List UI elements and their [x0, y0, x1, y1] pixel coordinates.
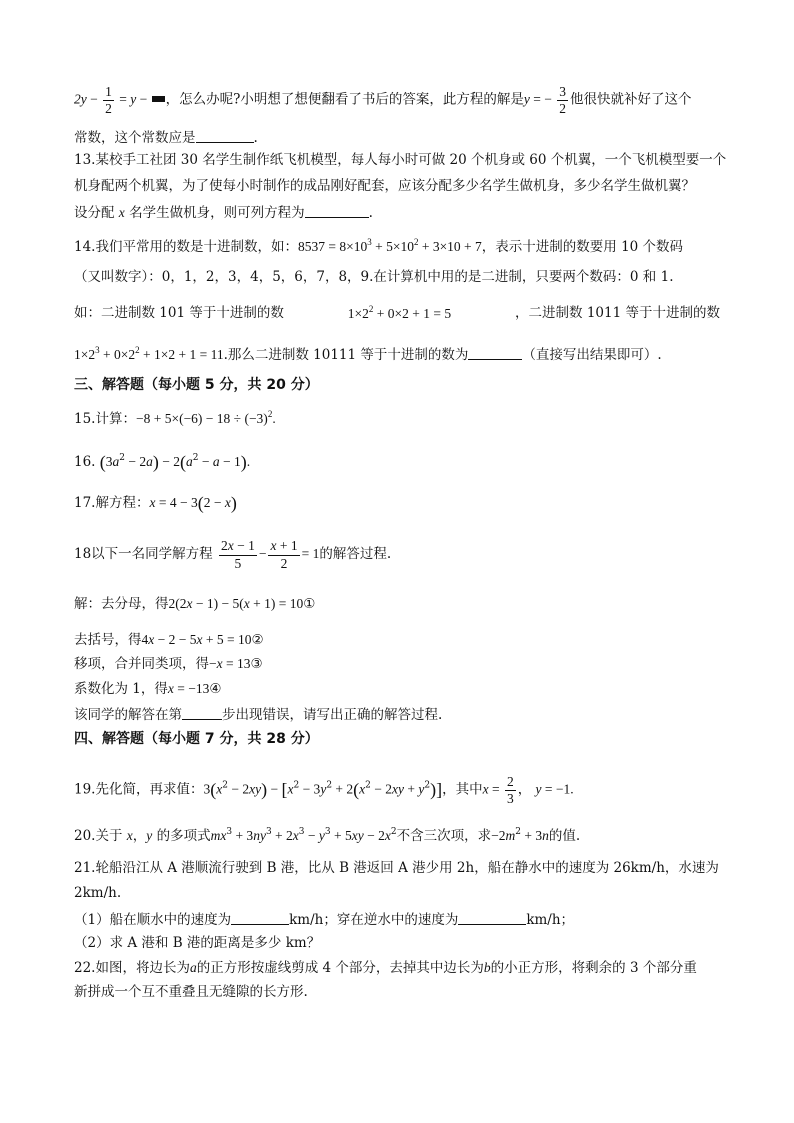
q21-part1: （1）船在顺水中的速度为 km/h；穿在逆水中的速度为 km/h； [74, 912, 575, 928]
q21-line2: 2km/h. [74, 885, 122, 901]
answer-blank[interactable] [458, 912, 526, 925]
q13-line3: 设分配 x 名学生做机身，则可列方程为 . [74, 205, 373, 221]
q14-line2: （又叫数字）：0，1，2，3，4，5，6，7，8，9.在计算机中用的是二进制，只要两个数码：0 和 1. [74, 269, 674, 285]
q22-line2: 新拼成一个互不重叠且无缝隙的长方形. [74, 984, 308, 1000]
answer-blank[interactable] [196, 130, 254, 143]
q16: 16. $(3a^2 - 2a) - 2(a^2 - a - 1)$. [74, 452, 251, 472]
fraction-three-halves: $\frac{3}{2}$ [559, 84, 566, 116]
q14-line3: 如：二进制数 101 等于十进制的数 $1\times 2^2 + 0\times 2 + 1 = 5$ ，二进制数 1011 等于十进制的数 [74, 304, 720, 321]
q12-line1: 2y − $\frac{1}{2}$ = y − ，怎么办呢?小明想了想便翻看了书后的答案，此方程的解是y = − $\frac{3}{2}$ 他很快就补好了这个 [74, 84, 692, 116]
fraction-2x-1-over-5: $\frac{2x - 1}{5}$ [220, 538, 255, 571]
answer-blank[interactable] [231, 912, 289, 925]
q18-conclusion: 该同学的解答在第 步出现错误，请写出正确的解答过程. [74, 707, 443, 723]
q13-line1: 13.某校手工社团 30 名学生制作纸飞机模型，每人每小时可做 20 个机身或 60 个机翼，一个飞机模型要一个 [74, 152, 727, 168]
answer-blank[interactable] [468, 347, 522, 360]
q19: 19.先化简，再求值：$3(x^2 - 2xy) - [x^2 - 3y^2 + 2(x^2 - 2xy + y^2)]$，其中x = $\frac{2}{3}$ ， y = −1. [74, 774, 574, 806]
answer-blank[interactable] [305, 205, 369, 218]
q12-line2: 常数，这个常数应是 . [74, 130, 258, 146]
section-heading-4: 四、解答题（每小题 7 分，共 28 分） [74, 731, 319, 747]
q13-line2: 机身配两个机翼，为了使每小时制作的成品刚好配套，应该分配多少名学生做机身，多少名学生做机翼？ [74, 178, 695, 194]
q15: 15.计算：$-8 + 5\times(-6) - 18 \div (-3)^2$. [74, 409, 276, 427]
q21-line1: 21.轮船沿江从 A 港顺流行驶到 B 港，比从 B 港返回 A 港少用 2h，船在静水中的速度为 26km/h，水速为 [74, 860, 719, 876]
q14-line1: 14.我们平常用的数是十进制数，如：$8537 = 8\times 10^3 + 5\times 10^2 + 3\times 10 + 7$，表示十进制的数要用 10 个数码 [74, 237, 684, 255]
ink-blot-mark [152, 96, 165, 102]
q21-part2: （2）求 A 港和 B 港的距离是多少 km？ [74, 935, 321, 951]
q20: 20.关于 x，y 的多项式$mx^3 + 3ny^3 + 2x^3 - y^3 + 5xy - 2x^2$不含三次项，求$-2m^2 + 3n$的值. [74, 827, 581, 844]
fraction-two-thirds: $\frac{2}{3}$ [507, 774, 514, 806]
fraction-x-plus-1-over-2: $\frac{x + 1}{2}$ [270, 538, 298, 571]
q14-line4: $1\times 2^3 + 0\times 2^2 + 1\times 2 + 1 = 11$.那么二进制数 10111 等于十进制的数为 （直接写出结果即可）. [74, 345, 662, 363]
q18-step-2: 去括号，得4x − 2 − 5x + 5 = 10② [74, 632, 264, 648]
q22-line1: 22.如图，将边长为a的正方形按虚线剪成 4 个部分，去掉其中边长为b的小正方形，将剩余的 3 个部分重 [74, 960, 697, 976]
q18-step-4: 系数化为 1，得x = −13④ [74, 681, 222, 697]
q18-step-1: 解：去分母，得2(2x − 1) − 5(x + 1) = 10① [74, 596, 316, 612]
answer-blank[interactable] [182, 707, 222, 720]
q18-step-3: 移项，合并同类项，得−x = 13③ [74, 656, 263, 672]
q17: 17.解方程：x = 4 − 3(2 − x) [74, 493, 237, 513]
section-heading-3: 三、解答题（每小题 5 分，共 20 分） [74, 377, 319, 393]
q18-intro: 18以下一名同学解方程 $\frac{2x - 1}{5}$ − $\frac{x + 1}{2}$ = 1的解答过程. [74, 538, 392, 571]
fraction-one-half: $\frac{1}{2}$ [105, 84, 112, 116]
